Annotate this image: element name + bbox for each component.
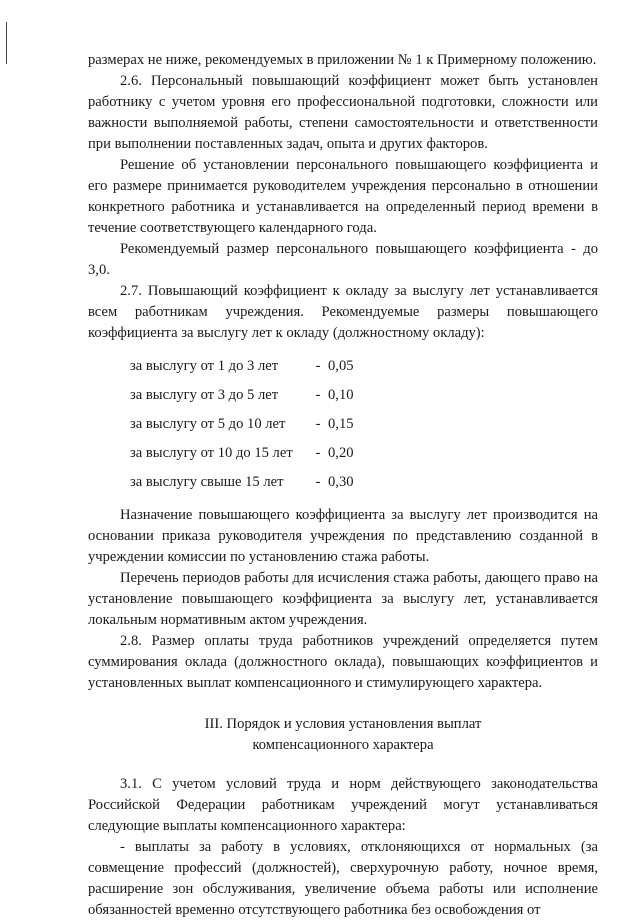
coef-dash: - [315,387,321,403]
coef-label: за выслугу от 5 до 10 лет [130,416,286,432]
coef-dash: - [315,416,321,432]
paragraph-compensation-bullet: - выплаты за работу в условиях, отклоняющихся от нормальных (за совмещение профессий (должностей), сверхурочную работу, ночное время, расширение зон обслуживания, увеличение объема работы или исполнение обязанностей временно отсутствующего работника без освобождения от [88,839,598,918]
page-edge-mark [6,22,7,64]
table-row [130,468,354,497]
section-heading-line2: компенсационного характера [252,737,434,753]
table-row [130,352,354,381]
coef-value: 0,15 [328,416,354,432]
paragraph-assignment: Назначение повышающего коэффициента за выслугу лет производится на основании приказа руководителя учреждения по представлению созданной в учреждении комиссии по установлению стажа работы. [88,507,598,565]
coef-dash: - [315,358,321,374]
coef-value: 0,30 [328,474,354,490]
paragraph-2-7: 2.7. Повышающий коэффициент к окладу за выслугу лет устанавливается всем работникам учреждения. Рекомендуемые размеры повышающего коэффициента за выслугу лет к окладу (должностному окладу): [88,283,598,341]
coef-dash: - [315,445,321,461]
table-row [130,381,354,410]
paragraph-periods-list: Перечень периодов работы для исчисления стажа работы, дающего право на установление повышающего коэффициента за выслугу лет, устанавливается локальным нормативным актом учреждения. [88,570,598,628]
coef-label: за выслугу свыше 15 лет [130,474,284,490]
coef-label: за выслугу от 1 до 3 лет [130,358,279,374]
paragraph-recommended-size: Рекомендуемый размер персонального повышающего коэффициента - до 3,0. [88,241,598,278]
section-heading-line1: III. Порядок и условия установления выплат [204,716,482,732]
coef-value: 0,05 [328,358,354,374]
paragraph-3-1: 3.1. С учетом условий труда и норм действующего законодательства Российской Федерации работникам учреждений могут устанавливаться следующие выплаты компенсационного характера: [88,776,598,834]
coef-value: 0,20 [328,445,354,461]
continuation-paragraph: размерах не ниже, рекомендуемых в приложении № 1 к Примерному положению. [88,52,597,68]
coef-label: за выслугу от 10 до 15 лет [130,445,293,461]
seniority-coefficient-table [130,352,354,497]
section-heading [88,714,598,756]
coef-dash: - [315,474,321,490]
paragraph-decision: Решение об установлении персонального повышающего коэффициента и его размере принимается руководителем учреждения персонально в отношении конкретного работника и устанавливается на определенный период времени в течение соответствующего календарного года. [88,157,598,236]
coef-value: 0,10 [328,387,354,403]
table-row [130,410,354,439]
coef-label: за выслугу от 3 до 5 лет [130,387,279,403]
paragraph-2-6: 2.6. Персональный повышающий коэффициент может быть установлен работнику с учетом уровня его профессиональной подготовки, сложности или важности выполняемой работы, степени самостоятельности и ответственности при выполнении поставленных задач, опыта и других факторов. [88,73,598,152]
table-row [130,439,354,468]
paragraph-2-8: 2.8. Размер оплаты труда работников учреждений определяется путем суммирования оклада (должностного оклада), повышающих коэффициентов и установленных выплат компенсационного и стимулирующего характера. [88,633,598,691]
